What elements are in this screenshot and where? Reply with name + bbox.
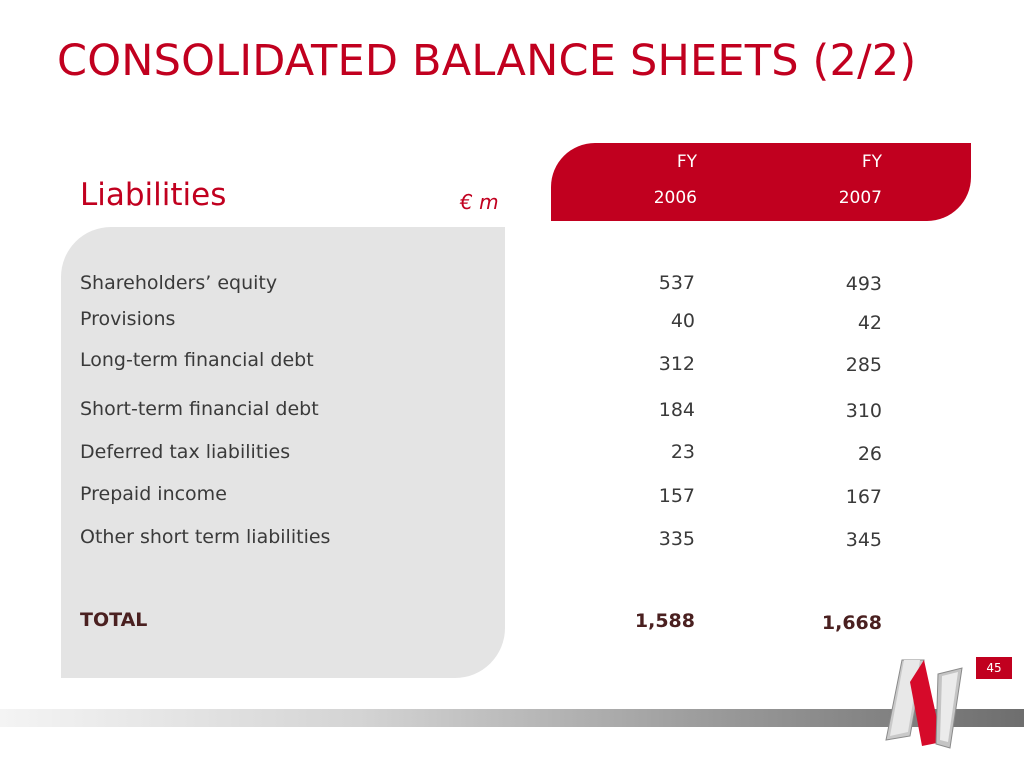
column-header-fy-2006: FY — [676, 152, 697, 172]
total-label: TOTAL — [80, 609, 148, 631]
value-deferred-tax-2007: 26 — [857, 443, 882, 465]
row-label-shareholders-equity: Shareholders’ equity — [80, 272, 278, 294]
value-provisions-2006: 40 — [670, 310, 695, 332]
slide-title: CONSOLIDATED BALANCE SHEETS (2/2) — [57, 36, 917, 86]
value-other-short-term-2007: 345 — [845, 529, 882, 551]
row-label-deferred-tax: Deferred tax liabilities — [80, 441, 291, 463]
row-label-provisions: Provisions — [80, 308, 176, 330]
page-number-badge: 45 — [976, 657, 1012, 679]
row-label-long-term-debt: Long-term financial debt — [80, 349, 314, 371]
total-value-2007: 1,668 — [821, 612, 882, 634]
row-label-prepaid-income: Prepaid income — [80, 483, 227, 505]
value-long-term-debt-2006: 312 — [658, 353, 695, 375]
row-label-other-short-term: Other short term liabilities — [80, 526, 331, 548]
value-short-term-debt-2007: 310 — [845, 400, 882, 422]
column-header-year-2007: 2007 — [838, 188, 882, 208]
value-prepaid-income-2007: 167 — [845, 486, 882, 508]
company-logo-icon — [880, 652, 980, 756]
value-prepaid-income-2006: 157 — [658, 485, 695, 507]
value-other-short-term-2006: 335 — [658, 528, 695, 550]
value-short-term-debt-2006: 184 — [658, 399, 695, 421]
column-header-fy-2007: FY — [861, 152, 882, 172]
value-provisions-2007: 42 — [857, 312, 882, 334]
value-shareholders-equity-2007: 493 — [845, 273, 882, 295]
value-shareholders-equity-2006: 537 — [658, 272, 695, 294]
column-header-year-2006: 2006 — [653, 188, 697, 208]
footer-bar — [0, 709, 1024, 727]
value-deferred-tax-2006: 23 — [670, 441, 695, 463]
unit-label: € m — [460, 190, 499, 214]
value-long-term-debt-2007: 285 — [845, 354, 882, 376]
total-value-2006: 1,588 — [634, 610, 695, 632]
section-title: Liabilities — [80, 177, 227, 213]
row-label-short-term-debt: Short-term financial debt — [80, 398, 319, 420]
